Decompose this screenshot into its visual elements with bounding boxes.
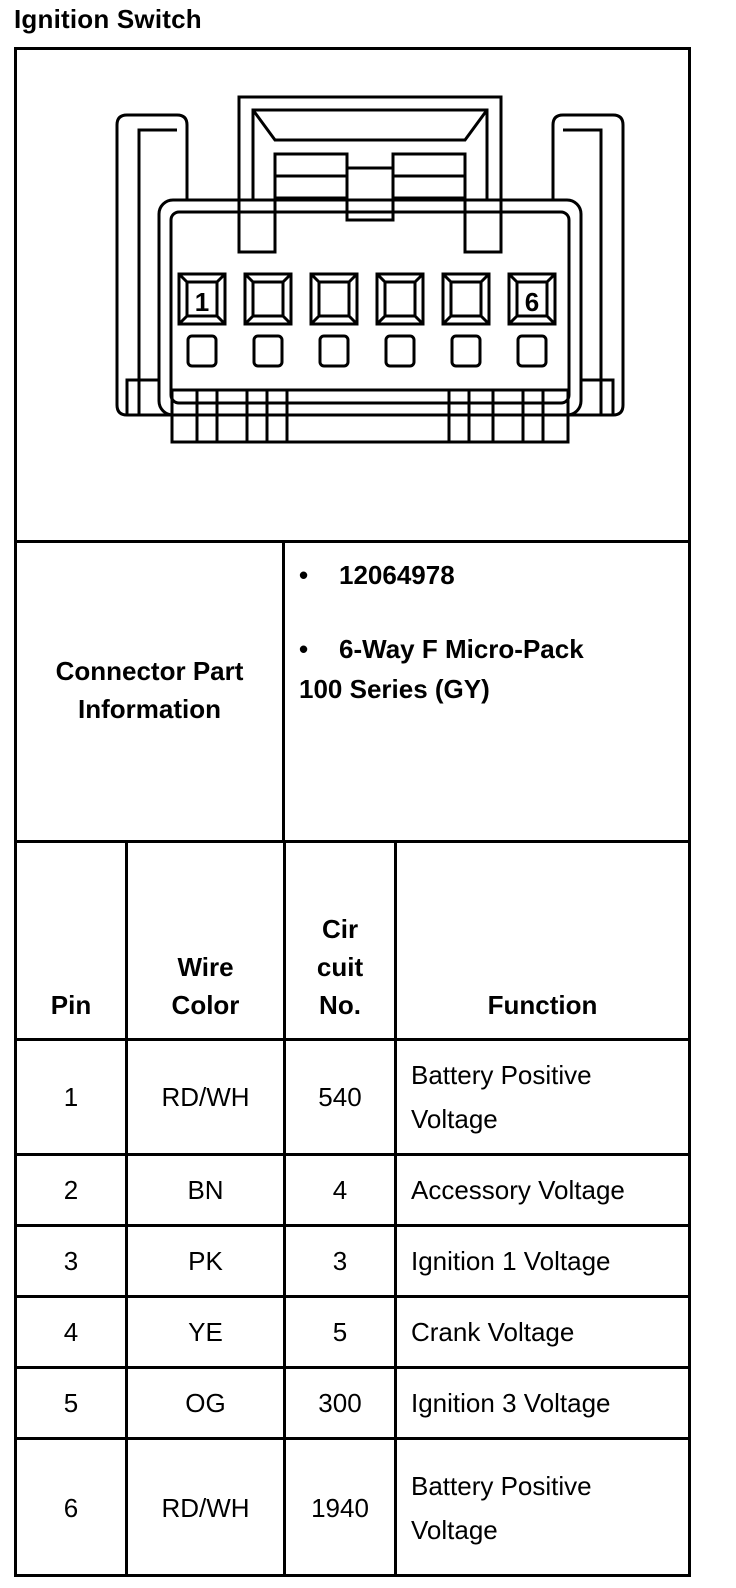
cell-function: Ignition 1 Voltage <box>396 1226 689 1297</box>
cell-wire-color: RD/WH <box>127 1439 285 1577</box>
cell-function: Ignition 3 Voltage <box>396 1368 689 1439</box>
table-row <box>17 1040 688 1155</box>
cell-function: Battery Positive Voltage <box>396 1439 689 1577</box>
connector-part-info-values <box>285 540 688 840</box>
connector-part-info-label: Connector Part Information <box>17 540 285 840</box>
pin-6-label: 6 <box>524 287 540 317</box>
cell-wire-color: OG <box>127 1368 285 1439</box>
description-item <box>299 634 584 665</box>
page-title: Ignition Switch <box>14 4 202 34</box>
cell-wire-color: BN <box>127 1155 285 1226</box>
cell-pin: 4 <box>17 1297 127 1368</box>
connector-part-info <box>17 540 688 843</box>
pin-1-label: 1 <box>194 287 210 317</box>
cell-wire-color: RD/WH <box>127 1040 285 1155</box>
bullet-icon: • <box>299 634 309 664</box>
cell-pin: 6 <box>17 1439 127 1577</box>
bullet-icon: • <box>299 560 309 590</box>
cell-function: Accessory Voltage <box>396 1155 689 1226</box>
table-row <box>17 1155 688 1226</box>
table-header-row <box>17 843 688 1040</box>
cell-pin: 2 <box>17 1155 127 1226</box>
cell-circuit: 5 <box>285 1297 396 1368</box>
cell-circuit: 300 <box>285 1368 396 1439</box>
connector-face-drawing <box>17 50 688 540</box>
cell-pin: 5 <box>17 1368 127 1439</box>
cell-wire-color: PK <box>127 1226 285 1297</box>
cell-circuit: 1940 <box>285 1439 396 1577</box>
cell-circuit: 3 <box>285 1226 396 1297</box>
table-row <box>17 1439 688 1577</box>
cell-pin: 1 <box>17 1040 127 1155</box>
pinout-table <box>17 843 688 1577</box>
pin-cavities <box>179 274 555 366</box>
table-row <box>17 1297 688 1368</box>
cell-pin: 3 <box>17 1226 127 1297</box>
header-circuit-no: Cir cuit No. <box>285 843 396 1040</box>
table-row <box>17 1226 688 1297</box>
header-pin: Pin <box>17 843 127 1040</box>
cell-circuit: 540 <box>285 1040 396 1155</box>
cell-wire-color: YE <box>127 1297 285 1368</box>
part-number: 12064978 <box>339 560 455 590</box>
cell-function: Crank Voltage <box>396 1297 689 1368</box>
cell-function: Battery Positive Voltage <box>396 1040 689 1155</box>
header-function: Function <box>396 843 689 1040</box>
connector-description-line2: 100 Series (GY) <box>299 674 490 704</box>
cell-circuit: 4 <box>285 1155 396 1226</box>
connector-description-line1: 6-Way F Micro-Pack <box>339 634 584 664</box>
table-row <box>17 1368 688 1439</box>
connector-diagram <box>17 50 688 543</box>
part-number-item <box>299 560 455 591</box>
connector-sheet <box>14 47 691 1577</box>
header-wire-color: Wire Color <box>127 843 285 1040</box>
